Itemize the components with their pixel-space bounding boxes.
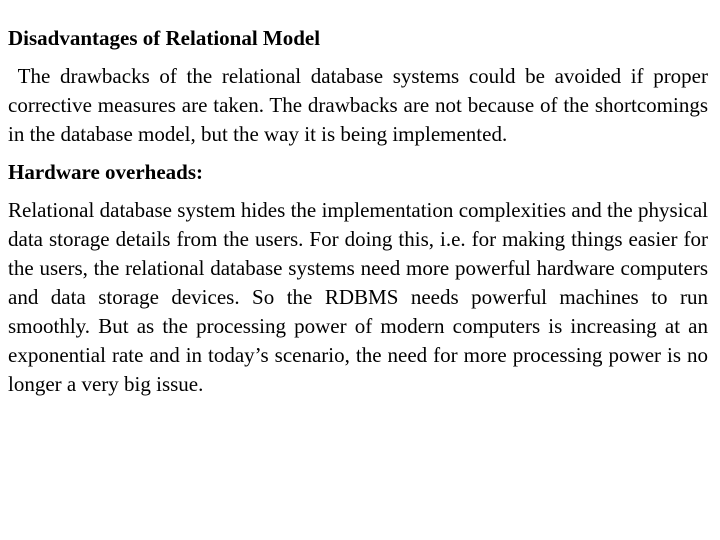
- section-body-paragraph: Relational database system hides the implementation complexities and the physical data storage details from the users. For doing this, i.e. for making things easier for the users, the relational database systems need more powerful hardware computers and data storage devices. So the RDBMS needs powerful machines to run smoothly. But as the processing power of modern computers is increasing at an exponential rate and in today’s scenario, the need for more processing power is no longer a very big issue.: [8, 198, 708, 396]
- intro-paragraph: The drawbacks of the relational database systems could be avoided if proper corrective measures are taken. The drawbacks are not because of the shortcomings in the database model, but the way it is being implemented.: [8, 64, 714, 146]
- section-heading: Hardware overheads:: [8, 160, 203, 184]
- document-slide: [8, 24, 714, 399]
- page-title: Disadvantages of Relational Model: [8, 26, 321, 50]
